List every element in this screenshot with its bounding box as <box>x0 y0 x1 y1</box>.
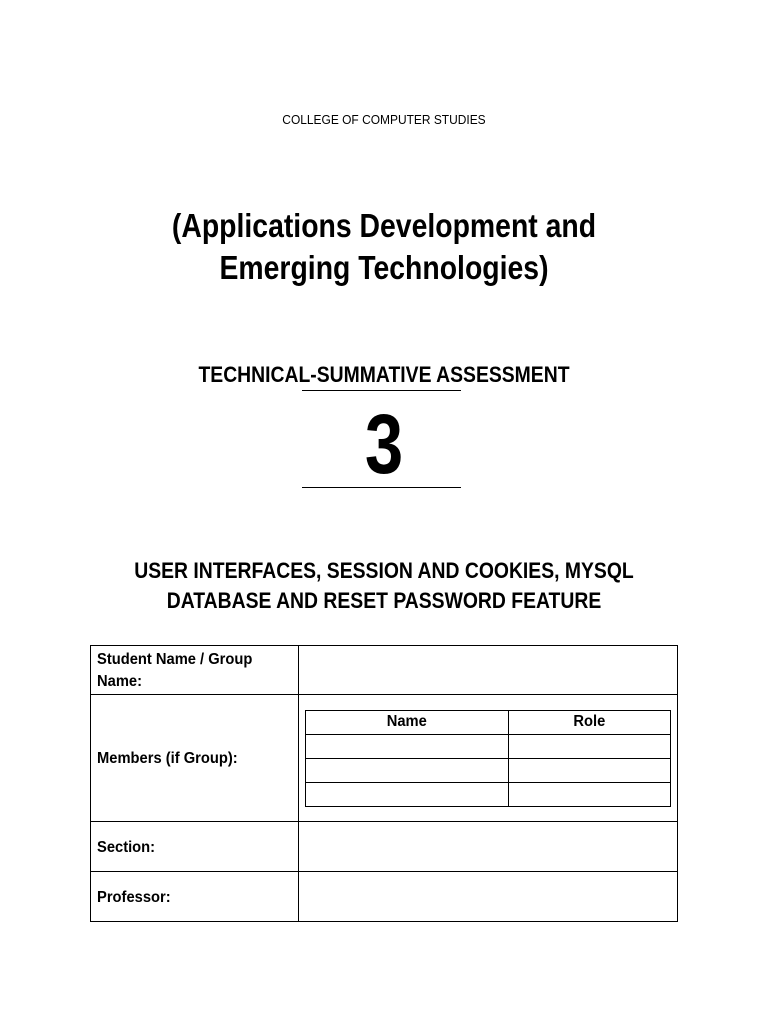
table-row <box>306 734 671 758</box>
members-column-role: Role <box>509 710 671 734</box>
member-role-field[interactable] <box>509 758 671 782</box>
student-info-table <box>90 645 678 922</box>
professor-label-text: Professor: <box>97 888 171 906</box>
member-role-field[interactable] <box>509 782 671 806</box>
member-name-field[interactable] <box>306 782 509 806</box>
members-label <box>91 695 299 822</box>
college-name: COLLEGE OF COMPUTER STUDIES <box>282 112 486 127</box>
members-cell <box>299 695 678 822</box>
student-name-label <box>91 646 299 695</box>
members-header-row <box>306 710 671 734</box>
assessment-topic: USER INTERFACES, SESSION AND COOKIES, MYSQL DATABASE AND RESET PASSWORD FEATURE <box>134 558 634 613</box>
professor-label <box>91 872 299 922</box>
table-row <box>306 782 671 806</box>
professor-field[interactable] <box>299 872 678 922</box>
member-role-field[interactable] <box>509 734 671 758</box>
student-name-row <box>91 646 678 695</box>
members-row <box>91 695 678 822</box>
table-row <box>306 758 671 782</box>
section-row <box>91 822 678 872</box>
student-name-label-line2: Name: <box>97 673 142 690</box>
member-name-field[interactable] <box>306 734 509 758</box>
student-name-label-line1: Student Name / Group <box>97 651 253 668</box>
lower-rule-line <box>302 487 461 488</box>
members-label-text: Members (if Group): <box>97 750 238 767</box>
section-label-text: Section: <box>97 838 156 856</box>
member-name-field[interactable] <box>306 758 509 782</box>
upper-rule-line <box>302 390 461 391</box>
professor-row <box>91 872 678 922</box>
assessment-title: TECHNICAL-SUMMATIVE ASSESSMENT <box>198 362 570 387</box>
course-title: (Applications Development and Emerging Technologies) <box>171 207 597 286</box>
members-table <box>305 710 671 807</box>
section-label <box>91 822 299 872</box>
student-name-field[interactable] <box>299 646 678 695</box>
members-column-name: Name <box>306 710 509 734</box>
section-field[interactable] <box>299 822 678 872</box>
assessment-number: 3 <box>364 397 404 491</box>
